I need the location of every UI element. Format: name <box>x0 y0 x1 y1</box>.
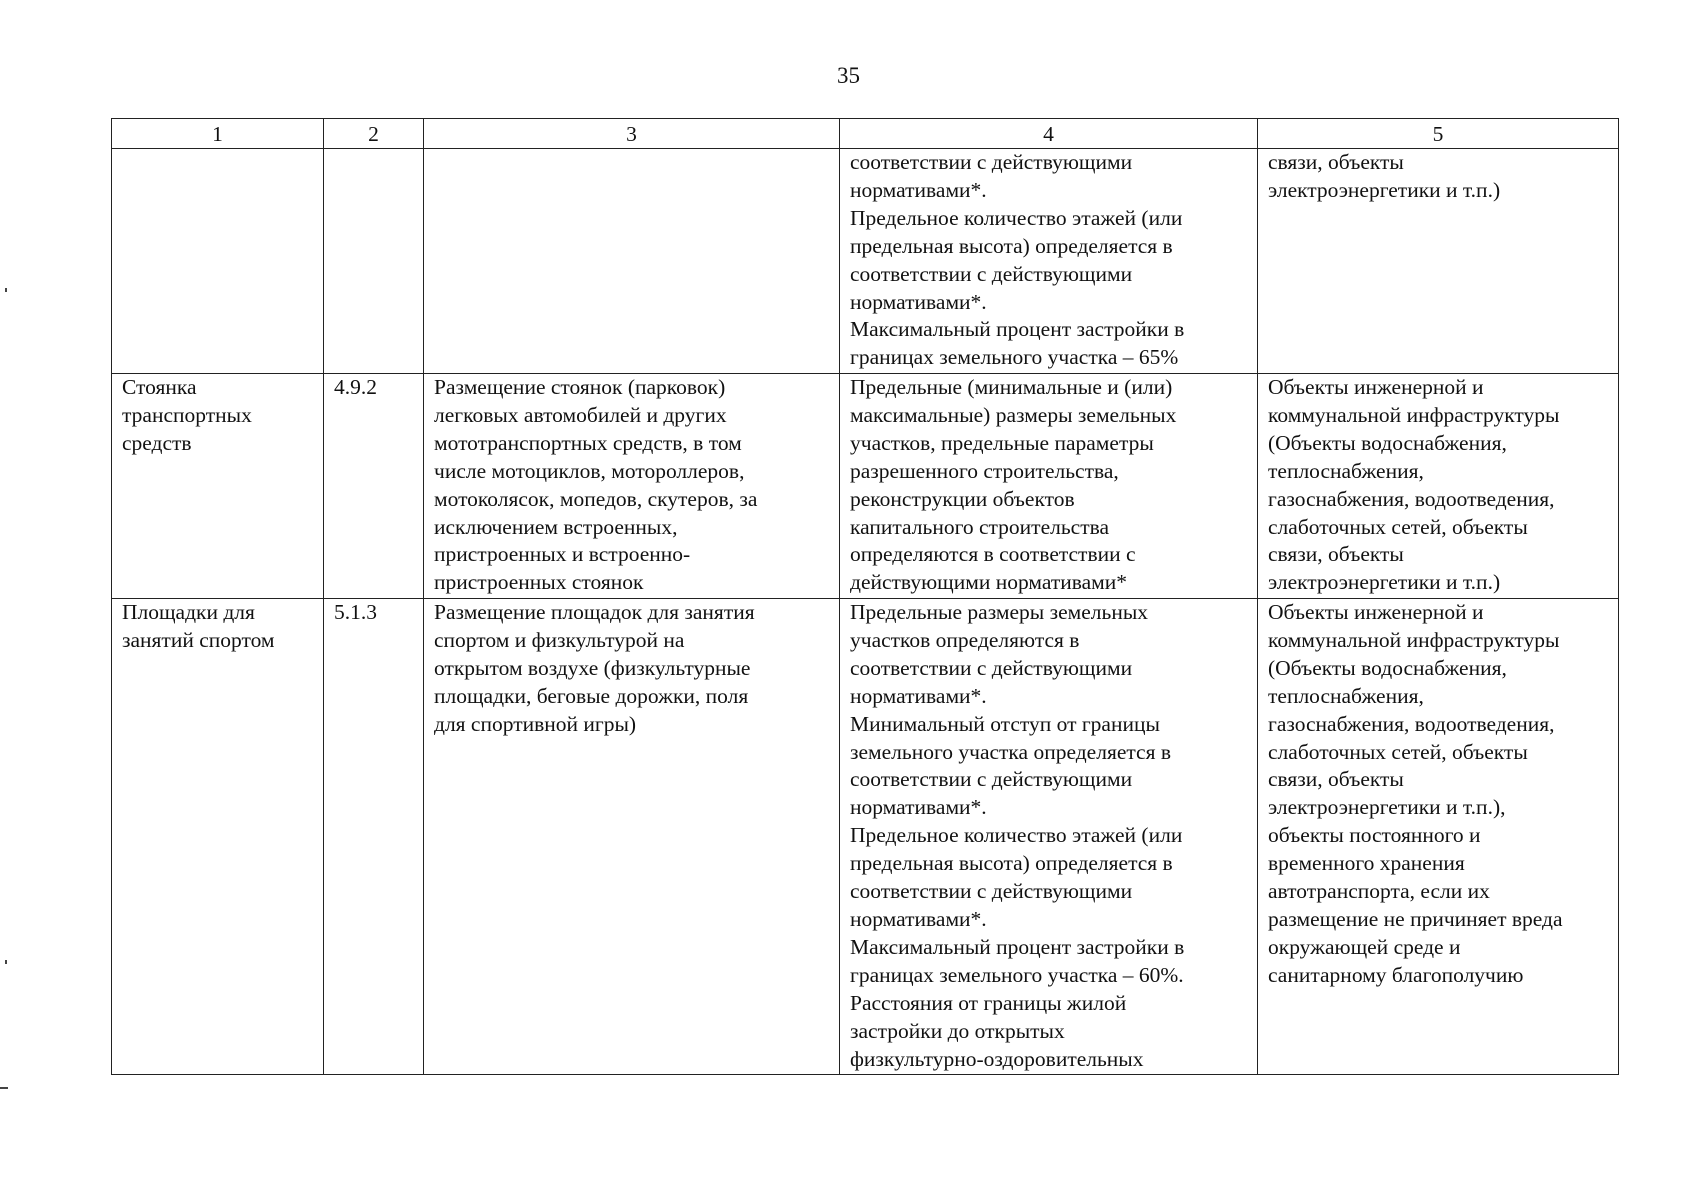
related-objects-cell: Объекты инженерной и коммунальной инфраструктуры (Объекты водоснабжения, теплоснабжения, газоснабжения, водоотведения, слаботочных сетей, объекты связи, объекты электроэнергетики и т.п.), объекты постоянного и временного хранения автотранспорта, если их размещение не причиняет вреда окружающей среде и санитарному благополучию <box>1258 599 1619 1075</box>
use-name-cell: Стоянка транспортных средств <box>112 374 324 599</box>
related-objects-cell: Объекты инженерной и коммунальной инфраструктуры (Объекты водоснабжения, теплоснабжения, газоснабжения, водоотведения, слаботочных сетей, объекты связи, объекты электроэнергетики и т.п.) <box>1258 374 1619 599</box>
use-description-cell: Размещение площадок для занятия спортом и физкультурой на открытом воздухе (физкультурные площадки, беговые дорожки, поля для спортивной игры) <box>424 599 840 1075</box>
page-number: 35 <box>837 63 860 88</box>
use-name-cell <box>112 149 324 374</box>
parameters-cell: соответствии с действующими нормативами*. Предельное количество этажей (или предельная высота) определяется в соответствии с действующими нормативами*. Максимальный процент застройки в границах земельного участка – 65% <box>840 149 1258 374</box>
column-header: 3 <box>424 119 840 149</box>
table-header-row <box>112 119 1619 149</box>
table-row <box>112 149 1619 374</box>
zoning-table <box>111 118 1619 1075</box>
use-name-cell: Площадки для занятий спортом <box>112 599 324 1075</box>
scan-mark <box>0 1087 8 1089</box>
use-code-cell <box>324 149 424 374</box>
column-header: 1 <box>112 119 324 149</box>
column-header: 2 <box>324 119 424 149</box>
parameters-cell: Предельные (минимальные и (или) максимальные) размеры земельных участков, предельные параметры разрешенного строительства, реконструкции объектов капитального строительства определяются в соответствии с действующими нормативами* <box>840 374 1258 599</box>
parameters-cell: Предельные размеры земельных участков определяются в соответствии с действующими нормативами*. Минимальный отступ от границы земельного участка определяется в соответствии с действующими нормативами*. Предельное количество этажей (или предельная высота) определяется в соответствии с действующими нормативами*. Максимальный процент застройки в границах земельного участка – 60%. Расстояния от границы жилой застройки до открытых физкультурно-оздоровительных <box>840 599 1258 1075</box>
scan-mark <box>5 288 7 292</box>
use-code-cell: 4.9.2 <box>324 374 424 599</box>
table-row <box>112 599 1619 1075</box>
use-code-cell: 5.1.3 <box>324 599 424 1075</box>
use-description-cell <box>424 149 840 374</box>
scan-mark <box>5 960 7 964</box>
column-header: 5 <box>1258 119 1619 149</box>
table-row <box>112 374 1619 599</box>
related-objects-cell: связи, объекты электроэнергетики и т.п.) <box>1258 149 1619 374</box>
column-header: 4 <box>840 119 1258 149</box>
use-description-cell: Размещение стоянок (парковок) легковых автомобилей и других мототранспортных средств, в том числе мотоциклов, мотороллеров, мотоколясок, мопедов, скутеров, за исключением встроенных, пристроенных и встроенно- пристроенных стоянок <box>424 374 840 599</box>
